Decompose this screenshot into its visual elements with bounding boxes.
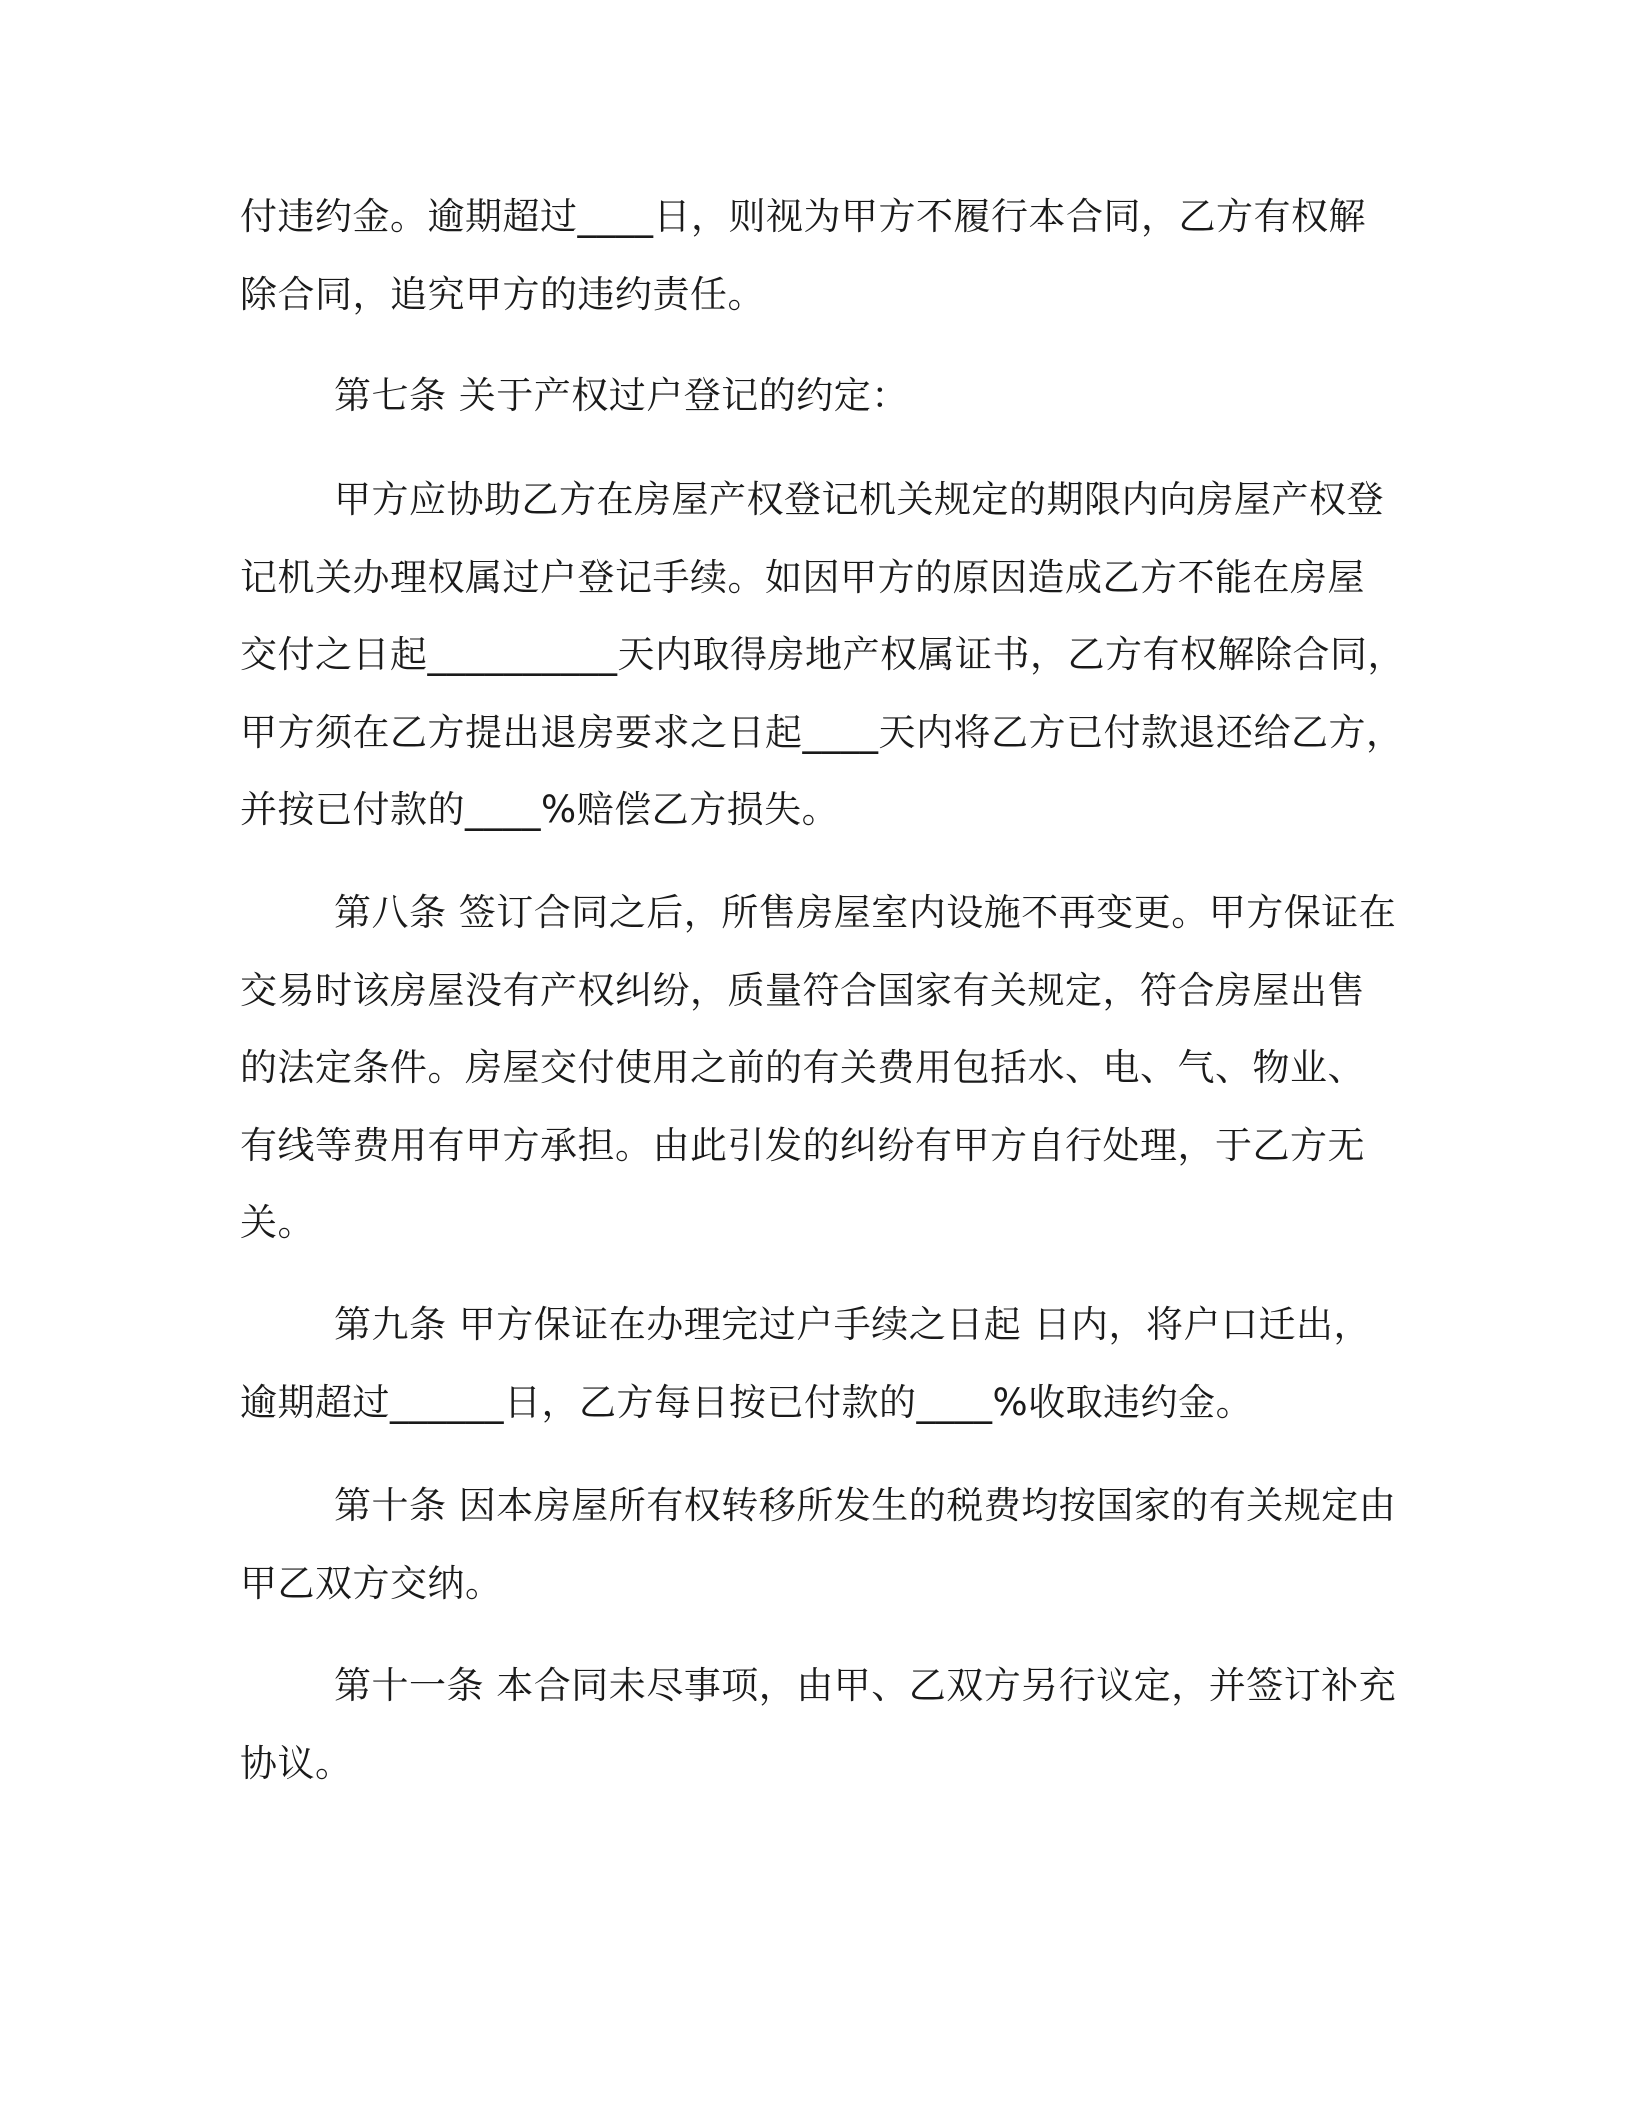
article-8 <box>240 874 1397 1262</box>
text-line: 第七条 关于产权过户登记的约定： <box>334 374 909 417</box>
article-11 <box>240 1647 1397 1802</box>
text-line: 甲方须在乙方提出退房要求之日起____天内将乙方已付款退还给乙方， <box>240 710 1404 754</box>
text-line: 付违约金。逾期超过____日，则视为甲方不履行本合同，乙方有权解 <box>240 195 1366 238</box>
text-line: 记机关办理权属过户登记手续。如因甲方的原因造成乙方不能在房屋 <box>240 555 1365 599</box>
text-line: 第八条 签订合同之后，所售房屋室内设施不再变更。甲方保证在 <box>334 891 1397 934</box>
text-line: 并按已付款的____%赔偿乙方损失。 <box>240 788 840 832</box>
article-7-heading <box>240 357 1390 435</box>
text-line: 甲方应协助乙方在房屋产权登记机关规定的期限内向房屋产权登 <box>334 478 1384 521</box>
text-line: 的法定条件。房屋交付使用之前的有关费用包括水、电、气、物业、 <box>240 1046 1365 1090</box>
text-line: 第十一条 本合同未尽事项，由甲、乙双方另行议定，并签订补充 <box>334 1664 1397 1707</box>
text-line: 关。 <box>240 1201 315 1245</box>
text-line: 第九条 甲方保证在办理完过户手续之日起 日内，将户口迁出， <box>334 1303 1372 1346</box>
article-9 <box>240 1286 1390 1441</box>
text-line: 交易时该房屋没有产权纠纷，质量符合国家有关规定，符合房屋出售 <box>240 968 1365 1012</box>
article-7-body <box>240 461 1405 849</box>
text-line: 逾期超过______日，乙方每日按已付款的____%收取违约金。 <box>240 1380 1254 1424</box>
article-10 <box>240 1467 1397 1622</box>
text-line: 甲乙双方交纳。 <box>240 1561 503 1605</box>
paragraph-penalty-continuation <box>240 178 1390 333</box>
text-line: 第十条 因本房屋所有权转移所发生的税费均按国家的有关规定由 <box>334 1484 1397 1527</box>
text-line: 有线等费用有甲方承担。由此引发的纠纷有甲方自行处理，于乙方无 <box>240 1123 1365 1167</box>
text-line: 交付之日起__________天内取得房地产权属证书，乙方有权解除合同， <box>240 633 1405 677</box>
text-line: 除合同，追究甲方的违约责任。 <box>240 272 765 316</box>
text-line: 协议。 <box>240 1741 353 1785</box>
